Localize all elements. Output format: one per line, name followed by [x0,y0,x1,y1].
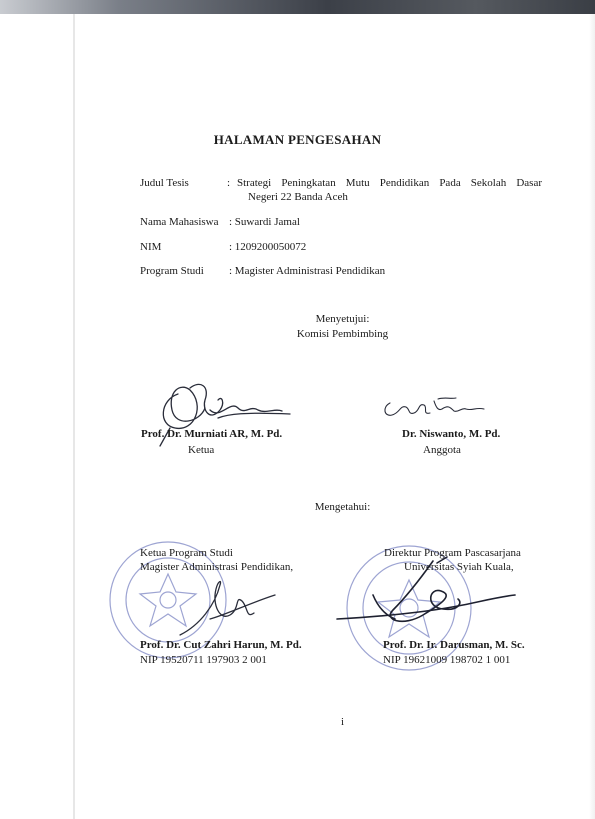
judul-value-line2: Negeri 22 Banda Aceh [248,191,348,203]
nama-label: Nama Mahasiswa [140,216,219,228]
official-1-nip: NIP 19520711 197903 2 001 [140,654,267,666]
prodi-value: : Magister Administrasi Pendidikan [229,265,386,277]
supervisor-2-name: Dr. Niswanto, M. Pd. [402,428,501,440]
prodi-label: Program Studi [140,265,204,277]
official-2-title-line2: Universitas Syiah Kuala, [404,561,514,573]
approval-heading: Menyetujui: [315,313,370,325]
official-1-name: Prof. Dr. Cut Zahri Harun, M. Pd. [140,639,302,651]
nim-value: : 1209200050072 [229,241,307,253]
scan-top-shadow [0,0,595,14]
judul-colon: : [227,177,231,189]
supervisor-1-name: Prof. Dr. Murniati AR, M. Pd. [141,428,283,440]
page-title: HALAMAN PENGESAHAN [213,132,382,147]
official-2-name: Prof. Dr. Ir. Darusman, M. Sc. [383,639,525,651]
official-2-nip: NIP 19621009 198702 1 001 [383,654,511,666]
official-1-title-line1: Ketua Program Studi [140,547,233,559]
page-number: i [340,716,345,728]
official-1-title-line2: Magister Administrasi Pendidikan, [140,561,294,573]
nim-label: NIM [140,241,162,253]
signature-ketua-prodi [170,575,280,645]
approval-committee: Komisi Pembimbing [296,328,389,340]
signature-anggota [378,393,488,423]
supervisor-1-role: Ketua [188,444,215,456]
judul-value-line1: Strategi Peningkatan Mutu Pendidikan Pada Sekolah Dasar [237,177,542,189]
acknowledge-heading: Mengetahui: [314,501,371,513]
official-2-title-line1: Direktur Program Pascasarjana [384,547,521,559]
supervisor-2-role: Anggota [423,444,461,456]
judul-label: Judul Tesis [140,177,189,189]
nama-value: : Suwardi Jamal [229,216,300,228]
